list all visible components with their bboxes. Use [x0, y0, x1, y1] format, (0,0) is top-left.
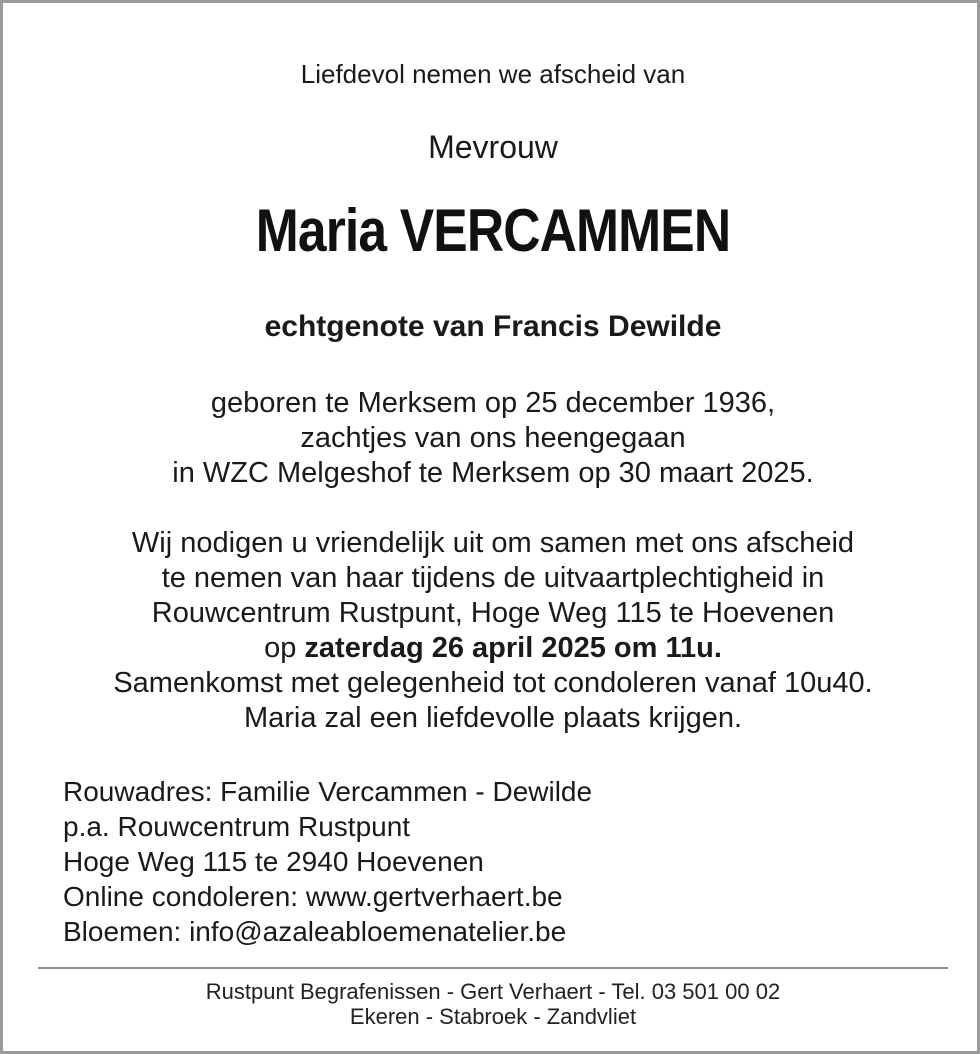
invitation-block — [3, 526, 980, 736]
funeral-home-footer — [3, 979, 980, 1029]
closing-line: Maria zal een liefdevolle plaats krijgen. — [243, 702, 743, 734]
online-condolence-link[interactable]: Online condoleren: www.gertverhaert.be — [63, 881, 563, 912]
invite-line-2: te nemen van haar tijdens de uitvaartplechtigheid in — [161, 562, 825, 594]
ceremony-date-prefix: op — [264, 632, 305, 664]
birth-line: geboren te Merksem op 25 december 1936, — [210, 387, 776, 419]
invite-line-3: Rouwcentrum Rustpunt, Hoge Weg 115 te Hoevenen — [151, 597, 835, 629]
funeral-home-locations: Ekeren - Stabroek - Zandvliet — [349, 1004, 637, 1029]
death-place-line: in WZC Melgeshof te Merksem op 30 maart 2025. — [172, 457, 814, 489]
invite-line-1: Wij nodigen u vriendelijk uit om samen met ons afscheid — [131, 527, 855, 559]
funeral-home-contact: Rustpunt Begrafenissen - Gert Verhaert - Tel. 03 501 00 02 — [205, 979, 781, 1004]
intro-text: Liefdevol nemen we afscheid van — [300, 59, 686, 89]
ceremony-date: zaterdag 26 april 2025 om 11u. — [304, 632, 722, 664]
flowers-email-link[interactable]: Bloemen: info@azaleabloemenatelier.be — [63, 916, 567, 947]
mourning-address: Rouwadres: Familie Vercammen - Dewilde — [63, 776, 593, 807]
spouse-line: echtgenote van Francis Dewilde — [264, 310, 722, 343]
care-of-line: p.a. Rouwcentrum Rustpunt — [63, 811, 411, 842]
street-address: Hoge Weg 115 te 2940 Hoevenen — [63, 846, 484, 877]
condolence-time-line: Samenkomst met gelegenheid tot condoleren vanaf 10u40. — [113, 667, 873, 699]
honorific: Mevrouw — [428, 129, 558, 165]
birth-death-block — [3, 386, 980, 491]
passing-line: zachtjes van ons heengegaan — [300, 422, 686, 454]
ceremony-date-line — [3, 631, 980, 666]
footer-divider — [38, 967, 948, 969]
address-block — [63, 774, 592, 949]
deceased-name: Maria VERCAMMEN — [255, 197, 731, 264]
